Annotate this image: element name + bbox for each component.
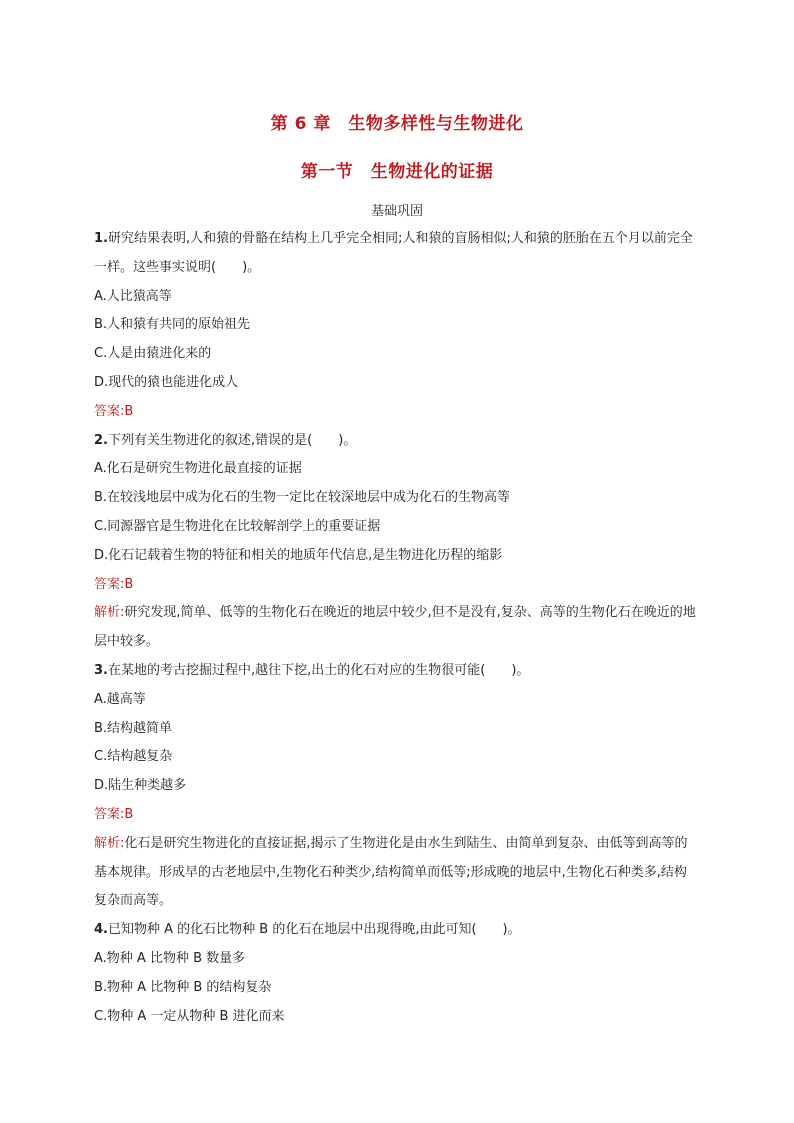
question-3-option-c: C.结构越复杂: [94, 749, 173, 765]
question-1-option-c: C.人是由猿进化来的: [94, 346, 212, 362]
question-3-option-b: B.结构越简单: [94, 720, 173, 736]
question-2-explanation: [94, 599, 696, 657]
question-2-option-d: D.化石记载着生物的特征和相关的地质年代信息,是生物进化历程的缩影: [94, 547, 503, 563]
question-4-option-c: C.物种 A 一定从物种 B 进化而来: [94, 1008, 285, 1024]
question-1-stem: [94, 225, 696, 283]
question-number: 3.: [94, 662, 108, 678]
question-4-stem: [94, 916, 696, 945]
question-number: 2.: [94, 432, 108, 448]
question-text: 下列有关生物进化的叙述,错误的是( )。: [107, 432, 357, 448]
question-1-answer: 答案:B: [94, 403, 134, 419]
section-subtitle: 基础巩固: [370, 204, 423, 219]
question-2-option-a: A.化石是研究生物进化最直接的证据: [94, 461, 302, 477]
question-2-stem: [94, 427, 696, 456]
section-title: 第一节 生物进化的证据: [300, 162, 494, 182]
question-3-answer: 答案:B: [94, 806, 134, 822]
explanation-text: 化石是研究生物进化的直接证据,揭示了生物进化是由水生到陆生、由简单到复杂、由低等到高等的基本规律。形成早的古老地层中,生物化石种类少,结构简单而低等;形成晚的地层中,生物化石种类多,结构复杂而高等。: [94, 835, 688, 909]
chapter-title: 第 6 章 生物多样性与生物进化: [270, 114, 524, 134]
question-number: 1.: [94, 231, 108, 246]
question-number: 4.: [94, 922, 108, 938]
question-text: 研究结果表明,人和猿的骨骼在结构上几乎完全相同;人和猿的盲肠相似;人和猿的胚胎在五个月以前完全一样。这些事实说明( )。: [94, 231, 693, 275]
question-text: 在某地的考古挖掘过程中,越往下挖,出土的化石对应的生物很可能( )。: [107, 662, 530, 678]
question-2-option-b: B.在较浅地层中成为化石的生物一定比在较深地层中成为化石的生物高等: [94, 490, 511, 506]
question-3-option-a: A.越高等: [94, 691, 146, 707]
question-1-option-d: D.现代的猿也能进化成人: [94, 374, 239, 390]
explanation-text: 研究发现,简单、低等的生物化石在晚近的地层中较少,但不是没有,复杂、高等的生物化石在晚近的地层中较多。: [94, 605, 696, 650]
question-3-option-d: D.陆生种类越多: [94, 778, 187, 794]
question-4-option-a: A.物种 A 比物种 B 数量多: [94, 950, 246, 966]
question-1-option-a: A.人比猿高等: [94, 288, 172, 304]
question-1-option-b: B.人和猿有共同的原始祖先: [94, 317, 251, 333]
question-list: [94, 225, 696, 1031]
question-4-option-b: B.物种 A 比物种 B 的结构复杂: [94, 979, 272, 995]
explanation-label: 解析:: [94, 605, 125, 621]
question-2-answer: 答案:B: [94, 576, 134, 592]
explanation-label: 解析:: [94, 835, 125, 851]
question-2-option-c: C.同源器官是生物进化在比较解剖学上的重要证据: [94, 518, 381, 534]
question-text: 已知物种 A 的化石比物种 B 的化石在地层中出现得晚,由此可知( )。: [107, 922, 521, 938]
question-3-stem: [94, 657, 696, 686]
question-3-explanation: [94, 830, 696, 916]
